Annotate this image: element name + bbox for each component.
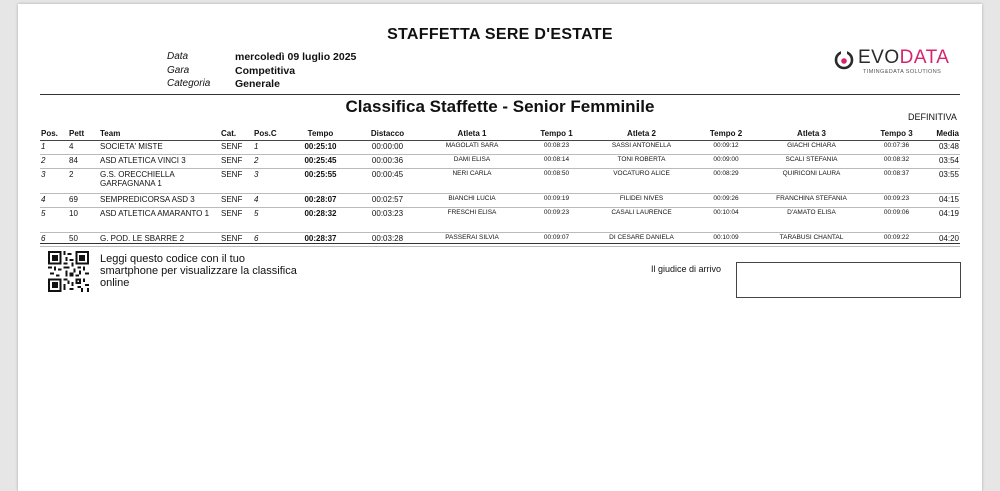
cell-atleta3: D'AMATO ELISA	[763, 208, 860, 233]
cell-atleta2: DI CESARE DANIELA	[594, 233, 689, 247]
cell-atleta1: BIANCHI LUCIA	[425, 194, 519, 208]
cell-media: 04:20	[933, 233, 960, 247]
cell-pett: 2	[68, 169, 99, 194]
cell-cat: SENF	[220, 155, 253, 169]
cell-media: 03:55	[933, 169, 960, 194]
judge-label: Il giudice di arrivo	[651, 264, 722, 274]
cell-tempo1: 00:09:19	[519, 194, 594, 208]
cell-atleta1: DAMI ELISA	[425, 155, 519, 169]
table-row	[40, 155, 960, 169]
cell-tempo: 00:25:10	[291, 141, 350, 155]
column-header: Pos.	[40, 126, 68, 141]
cell-tempo1: 00:09:07	[519, 233, 594, 247]
cell-pett: 10	[68, 208, 99, 233]
meta-label: Gara	[167, 64, 190, 76]
cell-atleta2: VOCATURO ALICE	[594, 169, 689, 194]
cell-tempo: 00:25:55	[291, 169, 350, 194]
results-page	[18, 4, 982, 491]
cell-pett: 84	[68, 155, 99, 169]
cell-cat: SENF	[220, 208, 253, 233]
meta-value: Competitiva	[235, 64, 296, 77]
cell-atleta1: PASSERAI SILVIA	[425, 233, 519, 247]
meta-value: Generale	[235, 78, 280, 90]
cell-pos: 4	[40, 194, 68, 208]
cell-cat: SENF	[220, 194, 253, 208]
column-header: Pos.C	[253, 126, 291, 141]
cell-tempo3: 00:09:22	[860, 233, 933, 247]
cell-tempo2: 00:10:09	[689, 233, 763, 247]
cell-tempo2: 00:10:04	[689, 208, 763, 233]
cell-posc: 6	[253, 233, 291, 247]
cell-tempo1: 00:08:50	[519, 169, 594, 194]
column-header: Atleta 1	[425, 126, 519, 141]
column-header: Atleta 3	[763, 126, 860, 141]
power-icon	[834, 50, 854, 70]
event-title: STAFFETTA SERE D'ESTATE	[387, 26, 613, 43]
table-row	[40, 208, 960, 233]
cell-atleta1: NERI CARLA	[425, 169, 519, 194]
meta-label: Categoria	[167, 78, 211, 89]
cell-tempo: 00:28:32	[291, 208, 350, 233]
column-header: Tempo 3	[860, 126, 933, 141]
cell-pett: 69	[68, 194, 99, 208]
cell-tempo3: 00:07:36	[860, 141, 933, 155]
cell-tempo1: 00:09:23	[519, 208, 594, 233]
column-header: Team	[99, 126, 220, 141]
cell-atleta2: SASSI ANTONELLA	[594, 141, 689, 155]
column-header: Tempo 2	[689, 126, 763, 141]
cell-media: 03:48	[933, 141, 960, 155]
cell-tempo3: 00:08:32	[860, 155, 933, 169]
meta-row-race	[167, 65, 356, 79]
meta-row-date	[167, 51, 356, 65]
cell-pos: 1	[40, 141, 68, 155]
cell-posc: 1	[253, 141, 291, 155]
cell-pett: 50	[68, 233, 99, 247]
cell-tempo2: 00:09:00	[689, 155, 763, 169]
table-row	[40, 169, 960, 194]
cell-tempo2: 00:09:12	[689, 141, 763, 155]
logo-wordmark-dark: EVO	[858, 47, 900, 68]
cell-team: SOCIETA' MISTE	[99, 141, 220, 155]
cell-atleta3: QUIRICONI LAURA	[763, 169, 860, 194]
cell-team: G.S. ORECCHIELLA GARFAGNANA 1	[99, 169, 220, 194]
cell-media: 04:19	[933, 208, 960, 233]
meta-row-category	[167, 78, 356, 92]
logo-wordmark	[858, 47, 949, 69]
cell-tempo2: 00:09:26	[689, 194, 763, 208]
cell-cat: SENF	[220, 169, 253, 194]
judge-signature-box	[736, 262, 961, 298]
cell-tempo: 00:28:07	[291, 194, 350, 208]
status-label: DEFINITIVA	[908, 112, 957, 122]
cell-pett: 4	[68, 141, 99, 155]
table-row	[40, 141, 960, 155]
cell-atleta3: FRANCHINA STEFANIA	[763, 194, 860, 208]
cell-tempo3: 00:09:06	[860, 208, 933, 233]
logo-wordmark-pink: DATA	[899, 47, 950, 68]
cell-cat: SENF	[220, 141, 253, 155]
cell-atleta3: TARABUSI CHANTAL	[763, 233, 860, 247]
cell-cat: SENF	[220, 233, 253, 247]
cell-tempo3: 00:08:37	[860, 169, 933, 194]
cell-posc: 2	[253, 155, 291, 169]
cell-distacco: 00:00:36	[350, 155, 425, 169]
cell-media: 03:54	[933, 155, 960, 169]
column-header: Tempo 1	[519, 126, 594, 141]
qr-code-icon[interactable]	[48, 251, 89, 292]
cell-atleta2: TONI ROBERTA	[594, 155, 689, 169]
cell-pos: 2	[40, 155, 68, 169]
cell-distacco: 00:03:28	[350, 233, 425, 247]
cell-pos: 3	[40, 169, 68, 194]
table-row	[40, 194, 960, 208]
cell-atleta2: CASALI LAURENCE	[594, 208, 689, 233]
results-table	[40, 126, 960, 247]
column-header: Pett	[68, 126, 99, 141]
column-header: Media	[933, 126, 960, 141]
cell-distacco: 00:03:23	[350, 208, 425, 233]
cell-tempo1: 00:08:14	[519, 155, 594, 169]
evodata-logo	[834, 46, 964, 80]
header-divider	[40, 94, 960, 95]
cell-posc: 3	[253, 169, 291, 194]
cell-atleta3: SCALI STEFANIA	[763, 155, 860, 169]
column-header: Cat.	[220, 126, 253, 141]
event-meta	[167, 51, 356, 92]
qr-instructions: Leggi questo codice con il tuo smartphone per visualizzare la classifica online	[100, 253, 297, 289]
cell-atleta2: FILIDEI NIVES	[594, 194, 689, 208]
cell-tempo: 00:28:37	[291, 233, 350, 247]
column-header: Atleta 2	[594, 126, 689, 141]
cell-team: SEMPREDICORSA ASD 3	[99, 194, 220, 208]
column-header: Distacco	[350, 126, 425, 141]
cell-pos: 6	[40, 233, 68, 247]
cell-team: G. POD. LE SBARRE 2	[99, 233, 220, 247]
cell-posc: 4	[253, 194, 291, 208]
cell-tempo: 00:25:45	[291, 155, 350, 169]
cell-tempo2: 00:08:29	[689, 169, 763, 194]
cell-atleta1: FRESCHI ELISA	[425, 208, 519, 233]
meta-label: Data	[167, 51, 189, 62]
cell-tempo1: 00:08:23	[519, 141, 594, 155]
cell-distacco: 00:00:00	[350, 141, 425, 155]
table-bottom-divider	[40, 243, 960, 244]
cell-media: 04:15	[933, 194, 960, 208]
cell-atleta1: MAGOLATI SARA	[425, 141, 519, 155]
cell-team: ASD ATLETICA AMARANTO 1	[99, 208, 220, 233]
table-header-row	[40, 126, 960, 141]
logo-tagline: TIMING&DATA SOLUTIONS	[863, 69, 942, 75]
cell-atleta3: GIACHI CHIARA	[763, 141, 860, 155]
cell-distacco: 00:02:57	[350, 194, 425, 208]
cell-posc: 5	[253, 208, 291, 233]
cell-pos: 5	[40, 208, 68, 233]
cell-tempo3: 00:09:23	[860, 194, 933, 208]
cell-team: ASD ATLETICA VINCI 3	[99, 155, 220, 169]
table-row	[40, 233, 960, 247]
meta-value: mercoledì 09 luglio 2025	[235, 51, 357, 63]
column-header: Tempo	[291, 126, 350, 141]
classification-title: Classifica Staffette - Senior Femminile	[345, 97, 655, 116]
cell-distacco: 00:00:45	[350, 169, 425, 194]
